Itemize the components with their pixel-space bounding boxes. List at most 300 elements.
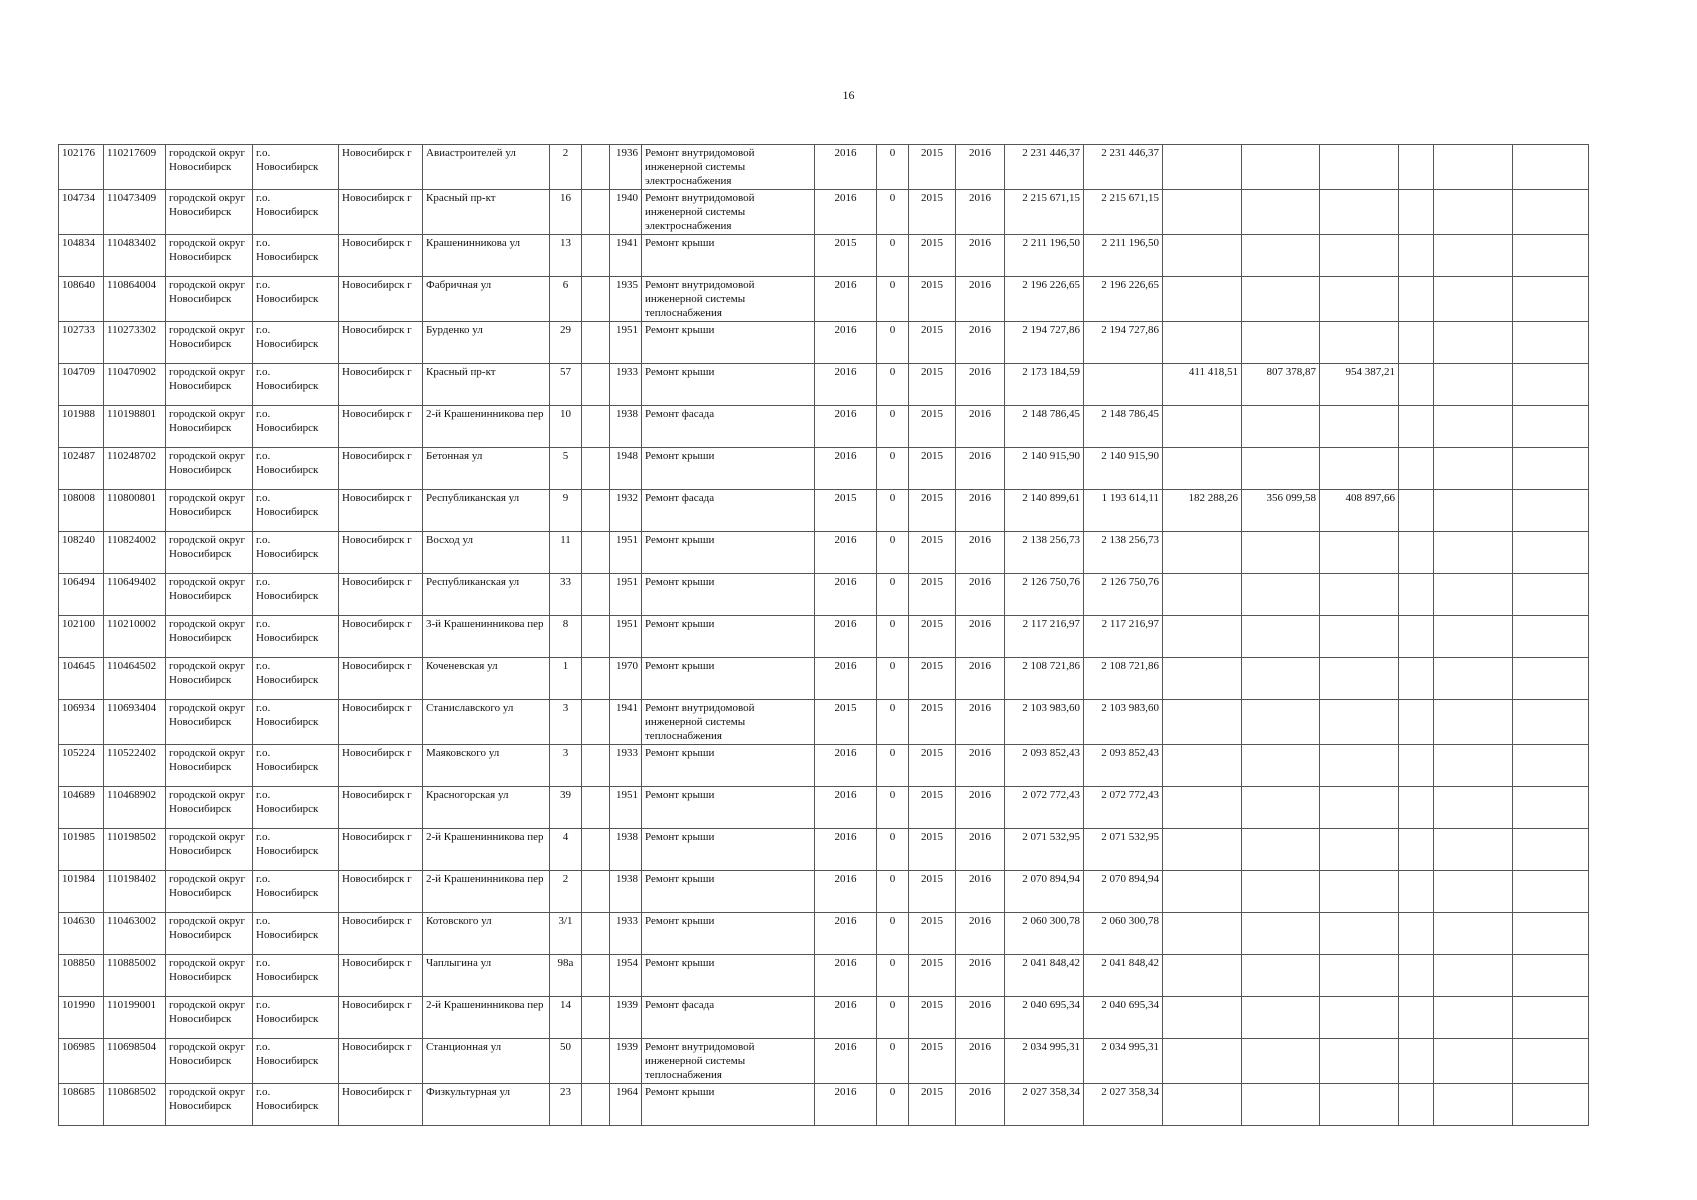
cell-cost-part-2 [1242, 574, 1320, 616]
cell-cost-part-1 [1163, 1084, 1242, 1126]
cell-municipal-district: г.о. Новосибирск [253, 145, 339, 190]
cell-municipal-district: г.о. Новосибирск [253, 322, 339, 364]
cell-house-number: 39 [550, 787, 582, 829]
cell-cost-part-3 [1320, 145, 1399, 190]
cell-building-number [582, 871, 610, 913]
cell-period-end: 2016 [956, 145, 1005, 190]
cell-cost-part-3 [1320, 745, 1399, 787]
cell-object-id: 104645 [59, 658, 104, 700]
cell-extra-col-3 [1513, 235, 1589, 277]
cell-cost-part-3 [1320, 532, 1399, 574]
cell-extra-col-1 [1399, 913, 1434, 955]
cell-period-start: 2015 [909, 190, 956, 235]
cell-extra-col-1 [1399, 955, 1434, 997]
cell-period-start: 2015 [909, 913, 956, 955]
cell-period-end: 2016 [956, 787, 1005, 829]
cell-period-start: 2015 [909, 616, 956, 658]
cell-plan-year: 2015 [815, 700, 877, 745]
cell-extra-col-3 [1513, 277, 1589, 322]
table-row [59, 745, 1589, 787]
cell-object-id: 104630 [59, 913, 104, 955]
cell-municipal-district: г.о. Новосибирск [253, 997, 339, 1039]
cell-locality: Новосибирск г [339, 532, 423, 574]
cell-cost-part-3 [1320, 406, 1399, 448]
cell-municipal-district: г.о. Новосибирск [253, 1084, 339, 1126]
cell-total-cost: 2 231 446,37 [1005, 145, 1084, 190]
cell-total-cost: 2 173 184,59 [1005, 364, 1084, 406]
cell-build-year: 1932 [610, 490, 642, 532]
cell-cost-part-2 [1242, 406, 1320, 448]
cell-work-type: Ремонт крыши [642, 787, 815, 829]
cell-total-cost: 2 041 848,42 [1005, 955, 1084, 997]
cell-house-code: 110198402 [104, 871, 166, 913]
cell-work-type: Ремонт крыши [642, 871, 815, 913]
cell-total-cost: 2 027 358,34 [1005, 1084, 1084, 1126]
cell-fund-cost: 2 194 727,86 [1084, 322, 1163, 364]
cell-total-cost: 2 126 750,76 [1005, 574, 1084, 616]
cell-municipal-district: г.о. Новосибирск [253, 871, 339, 913]
cell-zero-flag: 0 [877, 1039, 909, 1084]
cell-municipality: городской округ Новосибирск [166, 190, 253, 235]
cell-cost-part-2 [1242, 871, 1320, 913]
cell-total-cost: 2 103 983,60 [1005, 700, 1084, 745]
cell-build-year: 1948 [610, 448, 642, 490]
cell-period-start: 2015 [909, 1084, 956, 1126]
cell-period-start: 2015 [909, 955, 956, 997]
cell-building-number [582, 145, 610, 190]
cell-building-number [582, 1039, 610, 1084]
cell-extra-col-2 [1434, 871, 1513, 913]
cell-zero-flag: 0 [877, 829, 909, 871]
cell-building-number [582, 658, 610, 700]
cell-building-number [582, 997, 610, 1039]
cell-fund-cost: 2 138 256,73 [1084, 532, 1163, 574]
cell-period-start: 2015 [909, 745, 956, 787]
cell-house-code: 110864004 [104, 277, 166, 322]
cell-locality: Новосибирск г [339, 913, 423, 955]
cell-house-code: 110198502 [104, 829, 166, 871]
cell-cost-part-3 [1320, 190, 1399, 235]
cell-fund-cost: 2 211 196,50 [1084, 235, 1163, 277]
cell-municipal-district: г.о. Новосибирск [253, 955, 339, 997]
cell-cost-part-3 [1320, 829, 1399, 871]
cell-street: 3-й Крашенинникова пер [423, 616, 550, 658]
cell-total-cost: 2 215 671,15 [1005, 190, 1084, 235]
cell-cost-part-1 [1163, 871, 1242, 913]
cell-house-number: 5 [550, 448, 582, 490]
cell-work-type: Ремонт крыши [642, 1084, 815, 1126]
cell-extra-col-3 [1513, 658, 1589, 700]
cell-work-type: Ремонт крыши [642, 658, 815, 700]
cell-build-year: 1938 [610, 829, 642, 871]
cell-object-id: 108240 [59, 532, 104, 574]
cell-house-number: 3/1 [550, 913, 582, 955]
cell-fund-cost: 2 034 995,31 [1084, 1039, 1163, 1084]
table-row [59, 532, 1589, 574]
cell-fund-cost: 2 070 894,94 [1084, 871, 1163, 913]
cell-cost-part-1 [1163, 532, 1242, 574]
cell-extra-col-2 [1434, 913, 1513, 955]
cell-house-number: 9 [550, 490, 582, 532]
cell-zero-flag: 0 [877, 190, 909, 235]
cell-locality: Новосибирск г [339, 190, 423, 235]
cell-plan-year: 2015 [815, 490, 877, 532]
cell-period-start: 2015 [909, 448, 956, 490]
cell-cost-part-1 [1163, 955, 1242, 997]
table-row [59, 871, 1589, 913]
cell-build-year: 1938 [610, 871, 642, 913]
cell-street: Авиастроителей ул [423, 145, 550, 190]
cell-house-number: 98а [550, 955, 582, 997]
table-row [59, 190, 1589, 235]
cell-object-id: 104709 [59, 364, 104, 406]
cell-zero-flag: 0 [877, 787, 909, 829]
cell-period-start: 2015 [909, 658, 956, 700]
cell-build-year: 1951 [610, 322, 642, 364]
cell-municipal-district: г.о. Новосибирск [253, 406, 339, 448]
cell-object-id: 105224 [59, 745, 104, 787]
cell-street: Котовского ул [423, 913, 550, 955]
cell-extra-col-2 [1434, 322, 1513, 364]
cell-municipal-district: г.о. Новосибирск [253, 787, 339, 829]
cell-total-cost: 2 108 721,86 [1005, 658, 1084, 700]
cell-municipal-district: г.о. Новосибирск [253, 616, 339, 658]
cell-plan-year: 2016 [815, 787, 877, 829]
cell-total-cost: 2 140 899,61 [1005, 490, 1084, 532]
cell-object-id: 104834 [59, 235, 104, 277]
cell-extra-col-2 [1434, 490, 1513, 532]
cell-house-code: 110522402 [104, 745, 166, 787]
cell-municipality: городской округ Новосибирск [166, 406, 253, 448]
cell-house-number: 57 [550, 364, 582, 406]
cell-work-type: Ремонт крыши [642, 448, 815, 490]
cell-period-start: 2015 [909, 145, 956, 190]
cell-locality: Новосибирск г [339, 406, 423, 448]
cell-municipal-district: г.о. Новосибирск [253, 490, 339, 532]
cell-period-end: 2016 [956, 1084, 1005, 1126]
cell-cost-part-2 [1242, 829, 1320, 871]
cell-extra-col-3 [1513, 871, 1589, 913]
table-row [59, 145, 1589, 190]
cell-extra-col-1 [1399, 787, 1434, 829]
cell-extra-col-2 [1434, 745, 1513, 787]
table-row [59, 448, 1589, 490]
cell-municipal-district: г.о. Новосибирск [253, 277, 339, 322]
cell-fund-cost [1084, 364, 1163, 406]
cell-cost-part-1 [1163, 829, 1242, 871]
cell-period-start: 2015 [909, 490, 956, 532]
cell-house-number: 16 [550, 190, 582, 235]
cell-locality: Новосибирск г [339, 829, 423, 871]
cell-locality: Новосибирск г [339, 490, 423, 532]
cell-period-end: 2016 [956, 490, 1005, 532]
cell-period-end: 2016 [956, 190, 1005, 235]
cell-plan-year: 2016 [815, 745, 877, 787]
table-row [59, 406, 1589, 448]
capital-repair-table [58, 144, 1589, 1126]
cell-zero-flag: 0 [877, 1084, 909, 1126]
cell-total-cost: 2 211 196,50 [1005, 235, 1084, 277]
cell-municipality: городской округ Новосибирск [166, 1084, 253, 1126]
cell-period-end: 2016 [956, 235, 1005, 277]
cell-locality: Новосибирск г [339, 658, 423, 700]
cell-period-end: 2016 [956, 700, 1005, 745]
cell-building-number [582, 277, 610, 322]
cell-build-year: 1941 [610, 235, 642, 277]
cell-house-number: 13 [550, 235, 582, 277]
cell-house-number: 10 [550, 406, 582, 448]
cell-fund-cost: 2 093 852,43 [1084, 745, 1163, 787]
cell-build-year: 1940 [610, 190, 642, 235]
cell-build-year: 1935 [610, 277, 642, 322]
cell-building-number [582, 787, 610, 829]
cell-municipal-district: г.о. Новосибирск [253, 913, 339, 955]
cell-street: Крашенинникова ул [423, 235, 550, 277]
cell-extra-col-2 [1434, 787, 1513, 829]
cell-period-start: 2015 [909, 574, 956, 616]
cell-zero-flag: 0 [877, 322, 909, 364]
cell-house-code: 110800801 [104, 490, 166, 532]
cell-period-end: 2016 [956, 364, 1005, 406]
cell-municipality: городской округ Новосибирск [166, 658, 253, 700]
cell-object-id: 101988 [59, 406, 104, 448]
cell-cost-part-2 [1242, 700, 1320, 745]
cell-house-code: 110649402 [104, 574, 166, 616]
cell-house-code: 110483402 [104, 235, 166, 277]
cell-municipal-district: г.о. Новосибирск [253, 1039, 339, 1084]
cell-zero-flag: 0 [877, 955, 909, 997]
cell-fund-cost: 2 041 848,42 [1084, 955, 1163, 997]
cell-extra-col-1 [1399, 235, 1434, 277]
cell-extra-col-2 [1434, 364, 1513, 406]
table-row [59, 997, 1589, 1039]
cell-house-code: 110693404 [104, 700, 166, 745]
cell-cost-part-1 [1163, 235, 1242, 277]
cell-house-number: 3 [550, 700, 582, 745]
cell-cost-part-1 [1163, 190, 1242, 235]
cell-cost-part-2 [1242, 277, 1320, 322]
cell-cost-part-1 [1163, 322, 1242, 364]
cell-plan-year: 2016 [815, 190, 877, 235]
cell-object-id: 108850 [59, 955, 104, 997]
cell-zero-flag: 0 [877, 406, 909, 448]
cell-extra-col-2 [1434, 1039, 1513, 1084]
cell-extra-col-1 [1399, 406, 1434, 448]
cell-street: Физкультурная ул [423, 1084, 550, 1126]
cell-street: Маяковского ул [423, 745, 550, 787]
cell-extra-col-1 [1399, 364, 1434, 406]
cell-street: Коченевская ул [423, 658, 550, 700]
cell-cost-part-1 [1163, 745, 1242, 787]
cell-work-type: Ремонт фасада [642, 997, 815, 1039]
cell-period-end: 2016 [956, 829, 1005, 871]
cell-plan-year: 2015 [815, 235, 877, 277]
cell-period-end: 2016 [956, 997, 1005, 1039]
cell-house-code: 110885002 [104, 955, 166, 997]
cell-zero-flag: 0 [877, 871, 909, 913]
cell-extra-col-1 [1399, 1039, 1434, 1084]
cell-extra-col-3 [1513, 322, 1589, 364]
cell-cost-part-3 [1320, 700, 1399, 745]
cell-house-code: 110198801 [104, 406, 166, 448]
cell-plan-year: 2016 [815, 829, 877, 871]
cell-zero-flag: 0 [877, 658, 909, 700]
cell-municipality: городской округ Новосибирск [166, 913, 253, 955]
cell-extra-col-3 [1513, 1084, 1589, 1126]
cell-extra-col-1 [1399, 658, 1434, 700]
table-row [59, 1039, 1589, 1084]
cell-building-number [582, 700, 610, 745]
cell-extra-col-1 [1399, 490, 1434, 532]
cell-plan-year: 2016 [815, 364, 877, 406]
cell-work-type: Ремонт крыши [642, 955, 815, 997]
cell-plan-year: 2016 [815, 616, 877, 658]
cell-plan-year: 2016 [815, 1084, 877, 1126]
cell-municipality: городской округ Новосибирск [166, 745, 253, 787]
cell-house-code: 110470902 [104, 364, 166, 406]
table-row [59, 913, 1589, 955]
table-row [59, 364, 1589, 406]
cell-work-type: Ремонт внутридомовой инженерной системы теплоснабжения [642, 700, 815, 745]
cell-extra-col-1 [1399, 574, 1434, 616]
cell-house-number: 23 [550, 1084, 582, 1126]
cell-build-year: 1939 [610, 1039, 642, 1084]
cell-house-number: 6 [550, 277, 582, 322]
cell-plan-year: 2016 [815, 913, 877, 955]
cell-building-number [582, 448, 610, 490]
cell-locality: Новосибирск г [339, 955, 423, 997]
cell-municipal-district: г.о. Новосибирск [253, 235, 339, 277]
cell-zero-flag: 0 [877, 997, 909, 1039]
cell-street: Фабричная ул [423, 277, 550, 322]
cell-building-number [582, 616, 610, 658]
cell-street: Восход ул [423, 532, 550, 574]
cell-house-code: 110868502 [104, 1084, 166, 1126]
cell-locality: Новосибирск г [339, 448, 423, 490]
cell-house-code: 110273302 [104, 322, 166, 364]
cell-building-number [582, 745, 610, 787]
cell-house-number: 29 [550, 322, 582, 364]
cell-extra-col-3 [1513, 145, 1589, 190]
cell-street: Республиканская ул [423, 574, 550, 616]
cell-total-cost: 2 093 852,43 [1005, 745, 1084, 787]
cell-cost-part-3: 954 387,21 [1320, 364, 1399, 406]
cell-municipal-district: г.о. Новосибирск [253, 700, 339, 745]
cell-fund-cost: 2 072 772,43 [1084, 787, 1163, 829]
cell-cost-part-3 [1320, 1084, 1399, 1126]
cell-period-start: 2015 [909, 406, 956, 448]
cell-object-id: 106494 [59, 574, 104, 616]
cell-work-type: Ремонт крыши [642, 322, 815, 364]
cell-total-cost: 2 034 995,31 [1005, 1039, 1084, 1084]
cell-municipal-district: г.о. Новосибирск [253, 574, 339, 616]
table-row [59, 700, 1589, 745]
cell-cost-part-3 [1320, 616, 1399, 658]
cell-cost-part-2 [1242, 532, 1320, 574]
cell-object-id: 104734 [59, 190, 104, 235]
cell-extra-col-1 [1399, 745, 1434, 787]
cell-house-number: 3 [550, 745, 582, 787]
cell-house-code: 110468902 [104, 787, 166, 829]
cell-cost-part-3 [1320, 1039, 1399, 1084]
cell-municipality: городской округ Новосибирск [166, 490, 253, 532]
cell-object-id: 108640 [59, 277, 104, 322]
cell-object-id: 101984 [59, 871, 104, 913]
cell-house-code: 110824002 [104, 532, 166, 574]
cell-fund-cost: 2 108 721,86 [1084, 658, 1163, 700]
cell-period-end: 2016 [956, 1039, 1005, 1084]
cell-zero-flag: 0 [877, 700, 909, 745]
cell-municipality: городской округ Новосибирск [166, 871, 253, 913]
cell-plan-year: 2016 [815, 448, 877, 490]
cell-street: 2-й Крашенинникова пер [423, 829, 550, 871]
cell-fund-cost: 2 126 750,76 [1084, 574, 1163, 616]
cell-fund-cost: 2 148 786,45 [1084, 406, 1163, 448]
cell-object-id: 101990 [59, 997, 104, 1039]
cell-locality: Новосибирск г [339, 235, 423, 277]
table-row [59, 490, 1589, 532]
cell-cost-part-2 [1242, 235, 1320, 277]
cell-house-code: 110464502 [104, 658, 166, 700]
cell-municipality: городской округ Новосибирск [166, 235, 253, 277]
cell-work-type: Ремонт внутридомовой инженерной системы теплоснабжения [642, 1039, 815, 1084]
cell-total-cost: 2 140 915,90 [1005, 448, 1084, 490]
cell-period-end: 2016 [956, 277, 1005, 322]
table-row [59, 235, 1589, 277]
cell-fund-cost: 2 215 671,15 [1084, 190, 1163, 235]
cell-building-number [582, 829, 610, 871]
cell-extra-col-1 [1399, 448, 1434, 490]
cell-municipal-district: г.о. Новосибирск [253, 745, 339, 787]
cell-period-start: 2015 [909, 1039, 956, 1084]
cell-plan-year: 2016 [815, 145, 877, 190]
cell-extra-col-3 [1513, 745, 1589, 787]
cell-locality: Новосибирск г [339, 1084, 423, 1126]
cell-extra-col-3 [1513, 406, 1589, 448]
cell-cost-part-2 [1242, 658, 1320, 700]
cell-cost-part-3 [1320, 277, 1399, 322]
cell-street: Бетонная ул [423, 448, 550, 490]
cell-cost-part-1 [1163, 1039, 1242, 1084]
cell-municipality: городской округ Новосибирск [166, 277, 253, 322]
cell-work-type: Ремонт крыши [642, 574, 815, 616]
cell-extra-col-3 [1513, 574, 1589, 616]
cell-cost-part-1: 182 288,26 [1163, 490, 1242, 532]
cell-street: Бурденко ул [423, 322, 550, 364]
cell-extra-col-2 [1434, 616, 1513, 658]
cell-object-id: 102487 [59, 448, 104, 490]
cell-plan-year: 2016 [815, 277, 877, 322]
cell-build-year: 1941 [610, 700, 642, 745]
cell-extra-col-1 [1399, 322, 1434, 364]
cell-build-year: 1936 [610, 145, 642, 190]
cell-fund-cost: 1 193 614,11 [1084, 490, 1163, 532]
cell-extra-col-2 [1434, 190, 1513, 235]
cell-total-cost: 2 072 772,43 [1005, 787, 1084, 829]
cell-municipality: городской округ Новосибирск [166, 700, 253, 745]
cell-cost-part-1 [1163, 700, 1242, 745]
cell-extra-col-2 [1434, 532, 1513, 574]
cell-extra-col-1 [1399, 997, 1434, 1039]
cell-house-number: 2 [550, 871, 582, 913]
cell-extra-col-1 [1399, 871, 1434, 913]
cell-street: Чаплыгина ул [423, 955, 550, 997]
table-body [59, 145, 1589, 1126]
cell-locality: Новосибирск г [339, 997, 423, 1039]
cell-cost-part-2: 356 099,58 [1242, 490, 1320, 532]
table-row [59, 616, 1589, 658]
cell-house-code: 110698504 [104, 1039, 166, 1084]
